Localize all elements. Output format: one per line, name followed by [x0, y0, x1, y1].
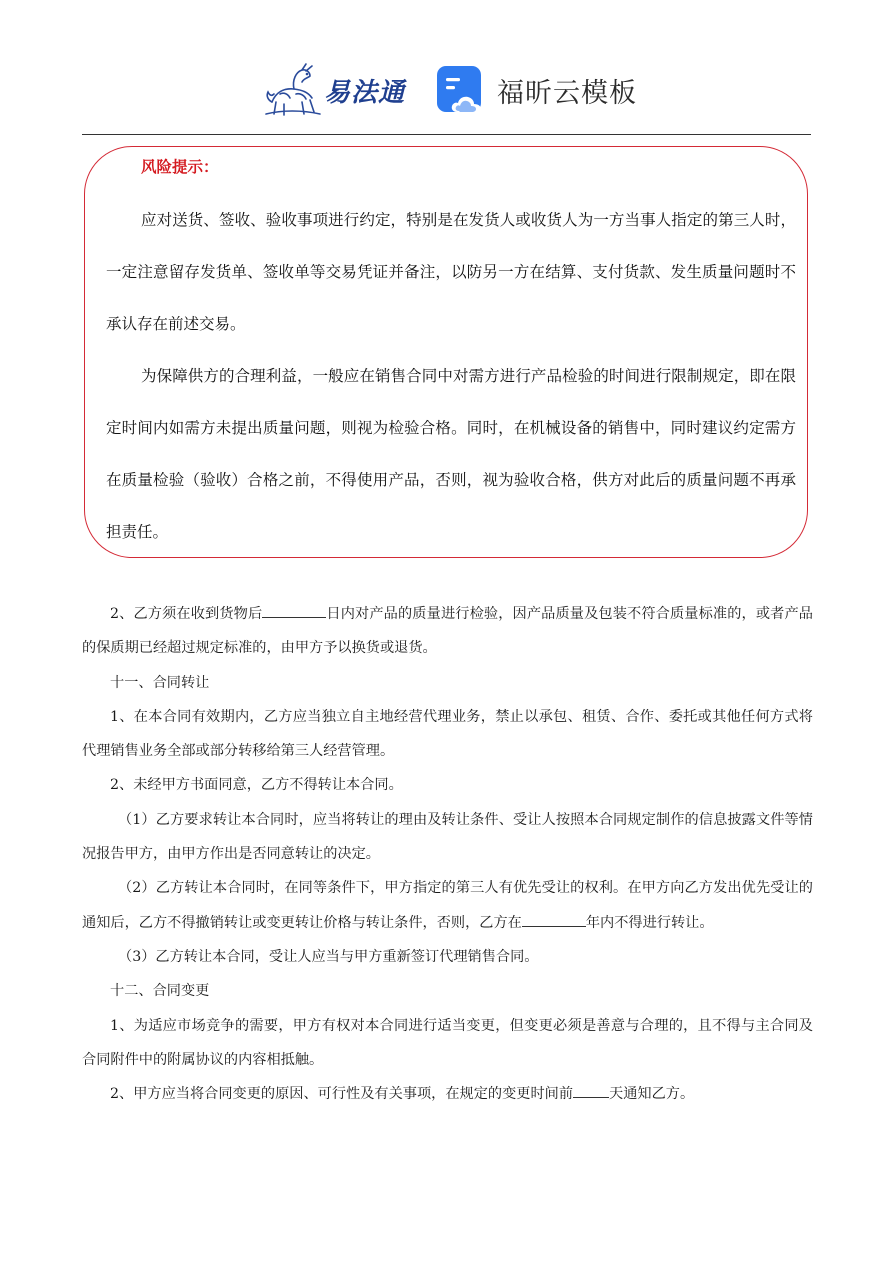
clause-paragraph: 1、为适应市场竞争的需要，甲方有权对本合同进行适当变更，但变更必须是善意与合理的，且不得与主合同及合同附件中的附属协议的内容相抵触。 — [82, 1017, 813, 1068]
fill-blank — [573, 1083, 609, 1098]
clause-paragraph: 2、乙方须在收到货物后 日内对产品的质量进行检验，因产品质量及包装不符合质量标准的，或者产品的保质期已经超过规定标准的，由甲方予以换货或退货。 — [82, 597, 813, 666]
cloud-document-icon — [435, 64, 487, 116]
section-heading: 十二、合同变更 — [110, 983, 210, 1000]
contract-body — [82, 597, 813, 1111]
section-heading: 十一、合同转让 — [110, 674, 210, 691]
risk-notice-title: 风险提示： — [141, 158, 219, 176]
clause-paragraph: 2、甲方应当将合同变更的原因、可行性及有关事项，在规定的变更时间前 天通知乙方。 — [82, 1077, 813, 1111]
yifatong-logo — [262, 62, 405, 118]
clause-paragraph: （3）乙方转让本合同，受让人应当与甲方重新签订代理销售合同。 — [118, 948, 539, 965]
yifatong-brand-text: 易法通 — [324, 77, 406, 108]
fuxin-logo — [435, 64, 637, 116]
fuxin-brand-text: 福昕云模板 — [497, 77, 637, 109]
clause-paragraph: （1）乙方要求转让本合同时，应当将转让的理由及转让条件、受让人按照本合同规定制作的信息披露文件等情况报告甲方，由甲方作出是否同意转让的决定。 — [82, 811, 813, 863]
page-header — [0, 58, 893, 122]
header-divider — [82, 134, 811, 135]
fill-blank — [522, 912, 586, 927]
risk-notice-paragraph: 为保障供方的合理利益，一般应在销售合同中对需方进行产品检验的时间进行限制规定，即在限定时间内如需方未提出质量问题，则视为检验合格。同时，在机械设备的销售中，同时建议约定需方在质量检验（验收）合格之前，不得使用产品，否则，视为验收合格，供方对此后的质量问题不再承担责任。 — [106, 367, 796, 541]
clause-paragraph: 2、未经甲方书面同意，乙方不得转让本合同。 — [110, 777, 403, 794]
clause-paragraph: 1、在本合同有效期内，乙方应当独立自主地经营代理业务，禁止以承包、租赁、合作、委托或其他任何方式将代理销售业务全部或部分转移给第三人经营管理。 — [82, 708, 813, 760]
risk-notice-paragraph: 应对送货、签收、验收事项进行约定，特别是在发货人或收货人为一方当事人指定的第三人时，一定注意留存发货单、签收单等交易凭证并备注，以防另一方在结算、支付货款、发生质量问题时不承认存在前述交易。 — [106, 211, 796, 333]
fill-blank — [262, 603, 326, 618]
qilin-icon — [262, 62, 322, 118]
clause-paragraph: （2）乙方转让本合同时，在同等条件下，甲方指定的第三人有优先受让的权利。在甲方向乙方发出优先受让的通知后，乙方不得撤销转让或变更转让价格与转让条件，否则，乙方在 年内不得进行转让。 — [82, 880, 813, 931]
